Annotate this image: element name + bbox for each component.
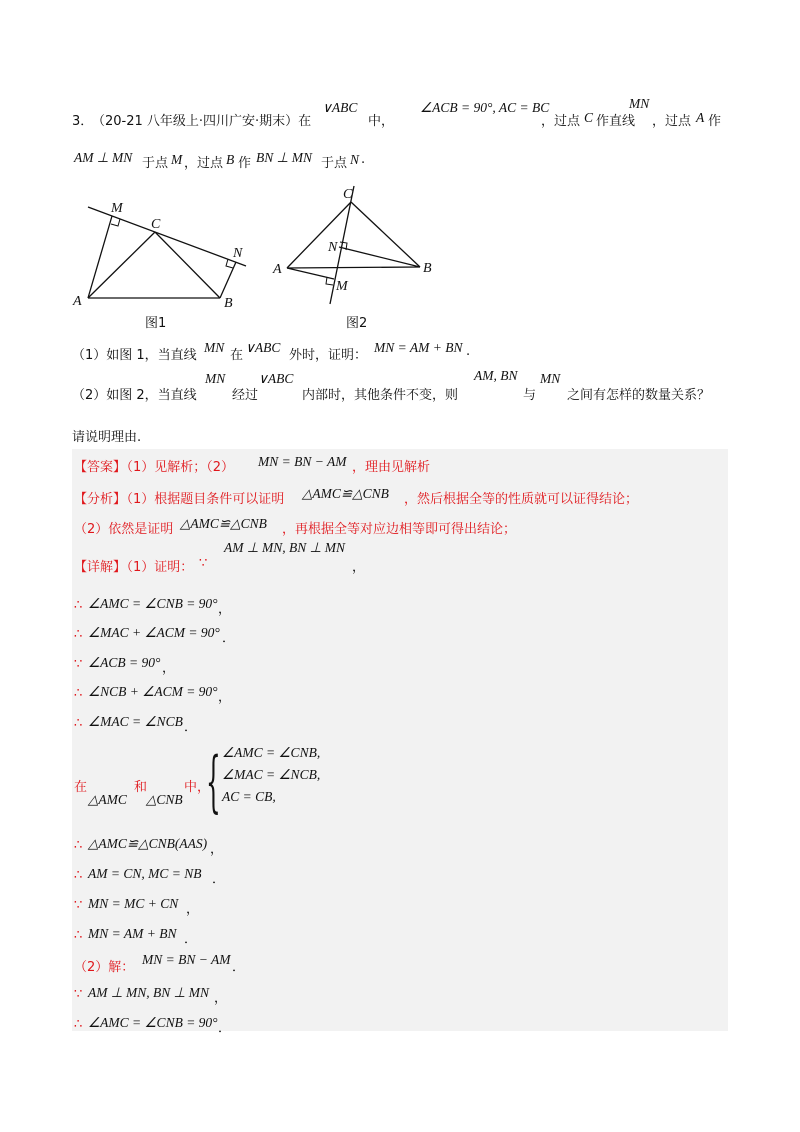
system-brace: {	[206, 743, 221, 820]
triangle-amc: △AMC	[88, 792, 127, 807]
text: 和	[134, 780, 148, 795]
segment-bn	[339, 247, 420, 267]
step-equation: ∠NCB + ∠ACM = 90°	[88, 684, 218, 699]
text: ，	[186, 902, 200, 917]
answer-tag: 【答案】	[74, 460, 127, 475]
therefore-symbol: ∴	[74, 686, 83, 701]
step-equation: ∠MAC + ∠ACM = 90°	[88, 625, 220, 640]
detail-equation: AM ⊥ MN, BN ⊥ MN	[224, 540, 346, 555]
text: 作	[238, 156, 252, 171]
therefore-symbol: ∴	[74, 928, 83, 943]
text: 外时，证明：	[289, 348, 368, 363]
text: 中，	[184, 780, 211, 795]
analysis-text: （2）依然是证明	[74, 522, 174, 537]
text: 于点	[321, 156, 348, 171]
text: 于点	[142, 156, 169, 171]
because-symbol: ∵	[74, 657, 83, 672]
step-equation: ∠AMC = ∠CNB = 90°	[88, 596, 218, 611]
text: ，	[218, 690, 232, 705]
label-m: M	[336, 279, 348, 294]
analysis-tag: 【分析】	[74, 492, 127, 507]
segment-cb	[351, 202, 420, 267]
label-m: M	[111, 201, 123, 216]
line-mn: MN	[540, 371, 561, 386]
triangle-cnb: △CNB	[146, 792, 183, 807]
detail-tag: 【详解】	[74, 560, 127, 575]
system-line: ∠MAC = ∠NCB,	[222, 767, 321, 782]
figure-1-caption: 图1	[145, 316, 167, 331]
text: .	[466, 344, 471, 359]
text: ．	[212, 872, 226, 887]
question-number: 3．	[72, 114, 94, 129]
point-label: A	[696, 110, 705, 125]
step-equation: ∠ACB = 90°	[88, 655, 161, 670]
figure-2	[287, 186, 420, 304]
therefore-symbol: ∴	[74, 716, 83, 731]
text: 经过	[232, 388, 259, 403]
point-label: B	[226, 152, 235, 167]
text: ．	[184, 932, 198, 947]
therefore-symbol: ∴	[74, 627, 83, 642]
part-1-text: （1）如图 1，当直线	[72, 348, 197, 363]
figure-2-caption: 图2	[346, 316, 368, 331]
text: 之间有怎样的数量关系？	[567, 388, 711, 403]
triangle-abc: ∨ABC	[322, 100, 358, 115]
line-mn: MN	[629, 96, 650, 111]
label-a: A	[73, 294, 82, 309]
text: ，	[218, 602, 232, 617]
system-line: AC = CB,	[222, 789, 276, 804]
segment-bn	[220, 262, 236, 298]
point-label: N	[350, 152, 360, 167]
question-source: （20-21 八年级上·四川广安·期末）在	[92, 114, 312, 129]
step-equation: MN = MC + CN	[88, 896, 179, 911]
label-c: C	[151, 217, 161, 232]
part-1-equation: MN = AM + BN	[374, 340, 463, 355]
geometry-figures	[0, 180, 460, 330]
label-a: A	[273, 262, 282, 277]
figure-1	[88, 207, 246, 298]
text: ，	[214, 991, 228, 1006]
analysis-text: ，然后根据全等的性质就可以证得结论；	[404, 492, 639, 507]
analysis-text: ，再根据全等对应边相等即可得出结论；	[282, 522, 517, 537]
bn-perp-formula: BN ⊥ MN	[256, 150, 313, 165]
text: ，	[162, 661, 176, 676]
analysis-text: （1）根据题目条件可以证明	[120, 492, 285, 507]
step-equation: MN = AM + BN	[88, 926, 177, 941]
am-perp-formula: AM ⊥ MN	[74, 150, 133, 165]
answer-equation: MN = BN − AM	[258, 454, 347, 469]
text: 在	[74, 780, 88, 795]
step-equation: △AMC≌△CNB(AAS)	[88, 836, 208, 851]
text: ，	[210, 842, 224, 857]
text: ，	[352, 560, 366, 575]
text: .	[361, 152, 366, 167]
step-equation: AM = CN, MC = NB	[88, 866, 202, 881]
label-b: B	[423, 261, 432, 276]
because-symbol: ∵	[74, 987, 83, 1002]
congruence: △AMC≌△CNB	[302, 486, 389, 501]
segment-ca	[287, 202, 351, 268]
step-equation: AM ⊥ MN, BN ⊥ MN	[88, 985, 210, 1000]
point-label: M	[171, 152, 183, 167]
text: ，过点	[652, 114, 692, 129]
triangle-abc: ∨ABC	[258, 371, 294, 386]
line-mn: MN	[204, 340, 225, 355]
system-line: ∠AMC = ∠CNB,	[222, 745, 321, 760]
am-bn: AM, BN	[474, 368, 518, 383]
part-2-text: （2）如图 2，当直线	[72, 388, 197, 403]
answer-text: （1）见解析；（2）	[120, 460, 235, 475]
therefore-symbol: ∴	[74, 868, 83, 883]
right-angle-mark-m	[111, 219, 120, 226]
label-n: N	[233, 246, 243, 261]
text: 内部时，其他条件不变，则	[302, 388, 459, 403]
segment-cb	[155, 232, 220, 298]
therefore-symbol: ∴	[74, 1017, 83, 1032]
text: 在	[230, 348, 244, 363]
label-n: N	[328, 240, 338, 255]
because-symbol: ∵	[199, 556, 208, 571]
congruence: △AMC≌△CNB	[180, 516, 267, 531]
part-2-solution-text: （2）解：	[74, 960, 135, 975]
step-equation: ∠AMC = ∠CNB = 90°	[88, 1015, 218, 1030]
text: ．	[232, 960, 246, 975]
point-label: C	[584, 110, 594, 125]
text: ，过点	[184, 156, 224, 171]
condition-formula: ∠ACB = 90°, AC = BC	[420, 100, 550, 115]
label-b: B	[224, 296, 233, 311]
because-symbol: ∵	[74, 898, 83, 913]
text: ，过点	[541, 114, 581, 129]
line-mn: MN	[205, 371, 226, 386]
therefore-symbol: ∴	[74, 838, 83, 853]
answer-text: ，理由见解析	[352, 460, 431, 475]
label-c: C	[343, 187, 353, 202]
triangle-abc: ∨ABC	[245, 340, 281, 355]
text: 作	[708, 114, 722, 129]
text: ．	[218, 1021, 232, 1036]
detail-text: （1）证明：	[120, 560, 194, 575]
text: ．	[222, 631, 236, 646]
text: ．	[184, 720, 198, 735]
part-2-reason: 请说明理由.	[72, 430, 142, 445]
therefore-symbol: ∴	[74, 598, 83, 613]
text-zhong: 中，	[368, 114, 395, 129]
text: 作直线	[596, 114, 636, 129]
text: 与	[523, 388, 537, 403]
part-2-equation: MN = BN − AM	[142, 952, 231, 967]
step-equation: ∠MAC = ∠NCB	[88, 714, 183, 729]
segment-ab	[287, 267, 420, 268]
